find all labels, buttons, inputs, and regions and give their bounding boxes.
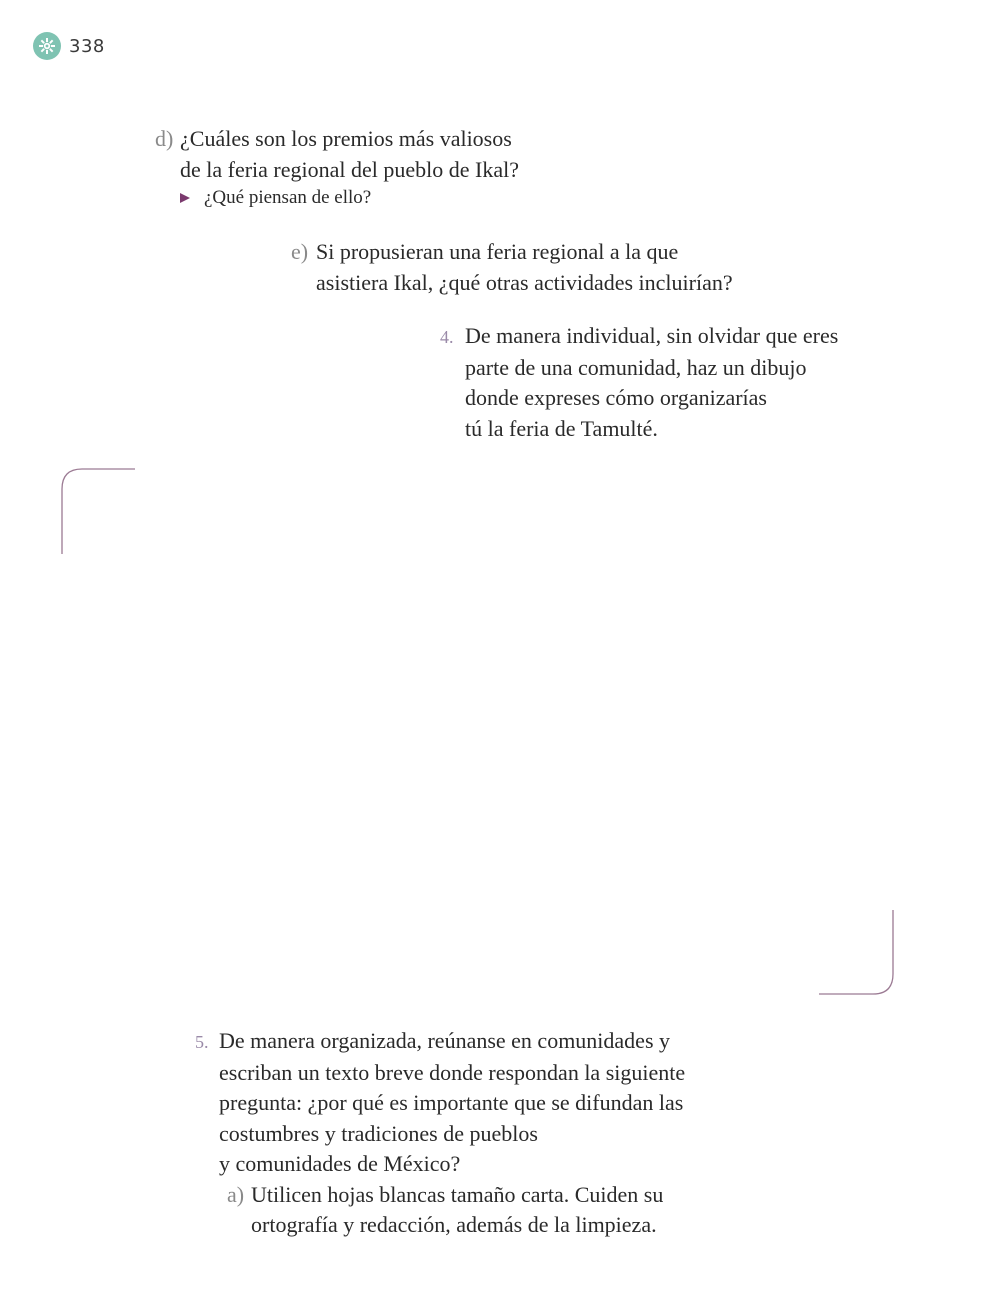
page-header bbox=[33, 32, 105, 60]
question-d-sub-text: ¿Qué piensan de ello? bbox=[204, 187, 372, 208]
item-5-line-3: pregunta: ¿por qué es importante que se difundan las bbox=[219, 1090, 684, 1115]
item-4-marker: 4. bbox=[440, 327, 454, 347]
item-5-line-1: De manera organizada, reúnanse en comunidades y bbox=[219, 1028, 671, 1053]
question-d-marker: d) bbox=[155, 126, 174, 151]
question-e-line-1: Si propusieran una feria regional a la que bbox=[316, 239, 679, 264]
gear-icon bbox=[33, 32, 61, 60]
item-4-line-1: De manera individual, sin olvidar que eres bbox=[465, 323, 839, 348]
triangle-bullet-icon bbox=[180, 193, 190, 203]
item-5-line-4: costumbres y tradiciones de pueblos bbox=[219, 1120, 538, 1146]
question-e-marker: e) bbox=[291, 239, 309, 264]
item-5-sub-line-2: ortografía y redacción, además de la limpieza. bbox=[251, 1212, 657, 1237]
page-number: 338 bbox=[69, 35, 105, 57]
item-4-line-3: donde expreses cómo organizarías bbox=[465, 385, 767, 410]
item-4-line-4: tú la feria de Tamulté. bbox=[465, 415, 658, 441]
question-d-sub bbox=[180, 185, 371, 211]
question-d-line-2: de la feria regional del pueblo de Ikal? bbox=[180, 156, 520, 182]
drawing-frame-bottom-right-corner bbox=[812, 904, 902, 1004]
question-d bbox=[155, 124, 519, 185]
item-4 bbox=[440, 321, 838, 444]
item-5 bbox=[195, 1026, 685, 1241]
question-e bbox=[291, 237, 733, 298]
item-5-line-5: y comunidades de México? bbox=[219, 1151, 461, 1176]
question-e-line-2: asistiera Ikal, ¿qué otras actividades incluirían? bbox=[316, 269, 733, 295]
question-d-line-1: ¿Cuáles son los premios más valiosos bbox=[180, 126, 512, 151]
item-5-marker: 5. bbox=[195, 1032, 209, 1052]
item-5-sub-marker: a) bbox=[227, 1181, 245, 1207]
item-5-sub-line-1: Utilicen hojas blancas tamaño carta. Cuiden su bbox=[251, 1181, 664, 1207]
item-5-line-2: escriban un texto breve donde respondan la siguiente bbox=[219, 1059, 686, 1085]
item-4-line-2: parte de una comunidad, haz un dibujo bbox=[465, 354, 807, 380]
drawing-frame-top-left-corner bbox=[55, 462, 145, 562]
